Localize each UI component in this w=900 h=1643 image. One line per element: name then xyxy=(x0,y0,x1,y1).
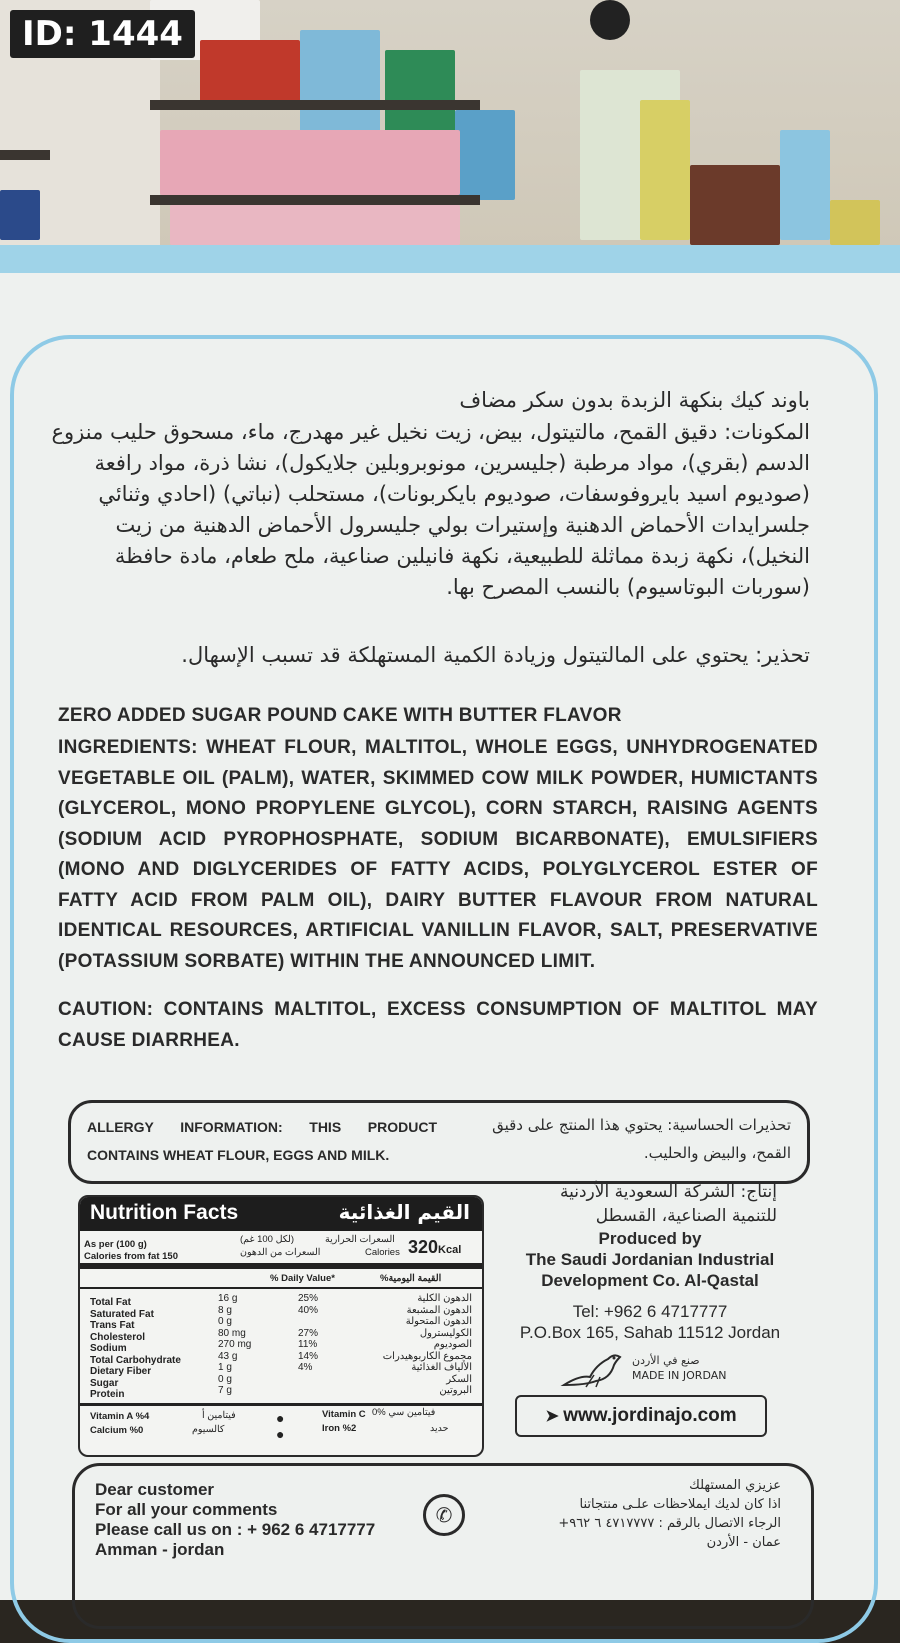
producer-pobox: P.O.Box 165, Sahab 11512 Jordan xyxy=(519,1323,781,1342)
shelf-product xyxy=(300,30,380,140)
nutrient-names-en: Total Fat Saturated Fat Trans Fat Cholesterol Sodium Total Carbohydrate Dietary Fiber Sugar Protein xyxy=(90,1297,181,1400)
phone-icon: ✆ xyxy=(423,1494,465,1536)
vitamin-c: Vitamin C xyxy=(322,1409,366,1420)
nutrition-title-ar: القيم الغذائية xyxy=(338,1200,470,1224)
english-ingredients: INGREDIENTS: WHEAT FLOUR, MALTITOL, WHOLE EGGS, UNHYDROGENATED VEGETABLE OIL (PALM), WATER, SKIMMED COW MILK POWDER, HUMICTANTS (GLYCEROL, MONO PROPYLENE GLYCOL), CORN STARCH, RAISING AGENTS (SODIUM ACID PYROPHOSPHATE, SODIUM BICARBONATE), EMULSIFIERS (MONO AND DIGLYCERIDES OF FATTY ACIDS, POLYGLYCEROL ESTER OF FATTY ACID FROM PALM OIL), DAIRY BUTTER FLAVOUR FROM NATURAL IDENTICAL RESOURCES, ARTIFICIAL VANILLIN FLAVOR, SALT, PRESERVATIVE (POTASSIUM SORBATE) WITHIN THE ANNOUNCED LIMIT. xyxy=(58,737,818,972)
website-box xyxy=(515,1395,767,1437)
customer-en-1: Dear customer xyxy=(95,1480,215,1499)
calories-from-fat-ar: السعرات من الدهون xyxy=(240,1247,321,1258)
id-tag: ID: 1444 xyxy=(10,10,195,58)
customer-english xyxy=(95,1480,375,1560)
calories-label-ar: السعرات الحرارية xyxy=(325,1234,395,1245)
customer-en-3: Please call us on : + 962 6 4717777 xyxy=(95,1520,376,1539)
nutrition-title-en: Nutrition Facts xyxy=(90,1201,239,1224)
allergy-box xyxy=(68,1100,810,1184)
english-caution: CAUTION: CONTAINS MALTITOL, EXCESS CONSUMPTION OF MALTITOL MAY CAUSE DIARRHEA. xyxy=(58,999,818,1051)
shelf-product xyxy=(830,200,880,245)
allergy-english: ALLERGY INFORMATION: THIS PRODUCT CONTAINS WHEAT FLOUR, EGGS AND MILK. xyxy=(87,1119,437,1163)
shelf-product xyxy=(455,110,515,200)
english-title: ZERO ADDED SUGAR POUND CAKE WITH BUTTER FLAVOR xyxy=(58,705,622,726)
producer-en-2: The Saudi Jordanian Industrial xyxy=(525,1250,775,1269)
calcium: Calcium %0 xyxy=(90,1425,144,1436)
as-per-ar: (لكل 100 غم) xyxy=(240,1234,295,1245)
arabic-title: باوند كيك بنكهة الزبدة بدون سكر مضاف xyxy=(459,388,810,412)
iron: Iron %2 xyxy=(322,1423,357,1434)
calories-from-fat: Calories from fat 150 xyxy=(84,1251,178,1262)
calories-number: 320 xyxy=(408,1237,439,1257)
package-panel xyxy=(0,245,900,1600)
cursor-arrow-icon: ➤ xyxy=(545,1408,564,1425)
daily-value-header-ar: القيمة اليومية% xyxy=(380,1273,442,1284)
shelf-product xyxy=(170,205,460,245)
shelf-product xyxy=(0,190,40,240)
calories-value xyxy=(408,1237,461,1258)
store-shelf-photo xyxy=(0,0,900,250)
producer-ar-1: إنتاج: الشركة السعودية الأردنية xyxy=(560,1182,777,1202)
calcium-ar: كالسيوم xyxy=(192,1424,225,1435)
shelf-product xyxy=(640,100,690,240)
shelf-board xyxy=(150,195,480,205)
bird-logo-icon xyxy=(560,1345,624,1389)
calories-label: Calories xyxy=(365,1247,400,1258)
customer-contact-box xyxy=(72,1463,814,1629)
nutrition-header xyxy=(80,1197,482,1231)
customer-ar-3: الرجاء الاتصال بالرقم : ٤٧١٧٧٧٧ ٦ ٩٦٢+ xyxy=(558,1516,781,1531)
nutrition-facts-table xyxy=(78,1195,484,1457)
customer-en-4: Amman - jordan xyxy=(95,1540,225,1559)
arabic-warning: تحذير: يحتوي على المالتيتول وزيادة الكمية المستهلكة قد تسبب الإسهال. xyxy=(181,643,810,667)
package-top-edge xyxy=(0,245,900,273)
shelf-product xyxy=(690,165,780,245)
website-url: www.jordinajo.com xyxy=(563,1405,737,1426)
producer-info xyxy=(505,1180,795,1343)
nutrient-percents: 25% 40% 27% 11% 14% 4% xyxy=(298,1293,319,1373)
shelf-product xyxy=(385,50,455,140)
as-per-label: As per (100 g) xyxy=(84,1239,147,1250)
shelf-product xyxy=(160,130,460,195)
customer-en-2: For all your comments xyxy=(95,1500,278,1519)
producer-ar-2: للتنمية الصناعية، القسطل xyxy=(595,1206,777,1226)
separator-dots: ● ● xyxy=(276,1410,285,1442)
shelf-board xyxy=(150,100,480,110)
customer-ar-2: اذا كان لديك ايملاحظات علـى منتجاتنا xyxy=(579,1497,781,1512)
customer-ar-1: عزيزي المستهلك xyxy=(689,1478,781,1493)
divider xyxy=(80,1403,482,1406)
nutrient-amounts: 16 g 8 g 0 g 80 mg 270 mg 43 g 1 g 0 g 7 g xyxy=(218,1293,252,1396)
iron-ar: حديد xyxy=(430,1423,449,1434)
vitamin-c-ar: فيتامين سي %0 xyxy=(372,1407,436,1418)
made-in-jordan xyxy=(632,1353,726,1383)
daily-value-header: % Daily Value* xyxy=(270,1273,335,1284)
shelf-product xyxy=(780,130,830,240)
shelf-board xyxy=(0,150,50,160)
divider-thick xyxy=(80,1263,482,1269)
vitamin-a: Vitamin A %4 xyxy=(90,1411,150,1422)
calories-unit: Kcal xyxy=(438,1244,462,1256)
producer-en-1: Produced by xyxy=(598,1229,702,1248)
made-in-jordan-ar: صنع في الأردن xyxy=(632,1354,700,1367)
producer-tel: Tel: +962 6 4717777 xyxy=(572,1302,728,1321)
vitamin-a-ar: فيتامين أ xyxy=(202,1410,236,1421)
customer-ar-4: عمان - الأردن xyxy=(706,1535,781,1550)
arabic-ingredients: المكونات: دقيق القمح، مالتيتول، بيض، زيت نخيل غير مهدرج، ماء، مسحوق حليب منزوع الدسم (بقري)، مواد مرطبة (جليسرين، مونوبروبلين جلايكول)، نشا ذرة، مواد رافعة (صوديوم اسيد بايروفوسفات، صوديوم بايكربونات)، مستحلب (نباتي) (احادي وثنائي جلسرايدات الأحماض الدهنية وإستيرات بولي جليسرول الأحماض الدهنية من زيت النخيل)، نكهة زبدة مماثلة للطبيعية، نكهة فانيلين صناعية، ملح طعام، مادة حافظة (سوربات البوتاسيوم) بالنسب المصرح بها. xyxy=(51,420,810,599)
divider xyxy=(80,1287,482,1289)
producer-en-3: Development Co. Al-Qastal xyxy=(541,1271,759,1290)
nutrient-names-ar: الدهون الكلية الدهون المشبعة الدهون المتحولة الكوليسترول الصوديوم مجموع الكاربوهيدرات الألياف الغذائية السكر البروتين xyxy=(382,1293,472,1396)
allergy-arabic: تحذيرات الحساسية: يحتوي هذا المنتج على دقيق القمح، والبيض والحليب. xyxy=(492,1116,791,1162)
customer-arabic xyxy=(558,1476,781,1552)
made-in-jordan-en: MADE IN JORDAN xyxy=(632,1369,727,1382)
ceiling-spotlight xyxy=(590,0,630,40)
